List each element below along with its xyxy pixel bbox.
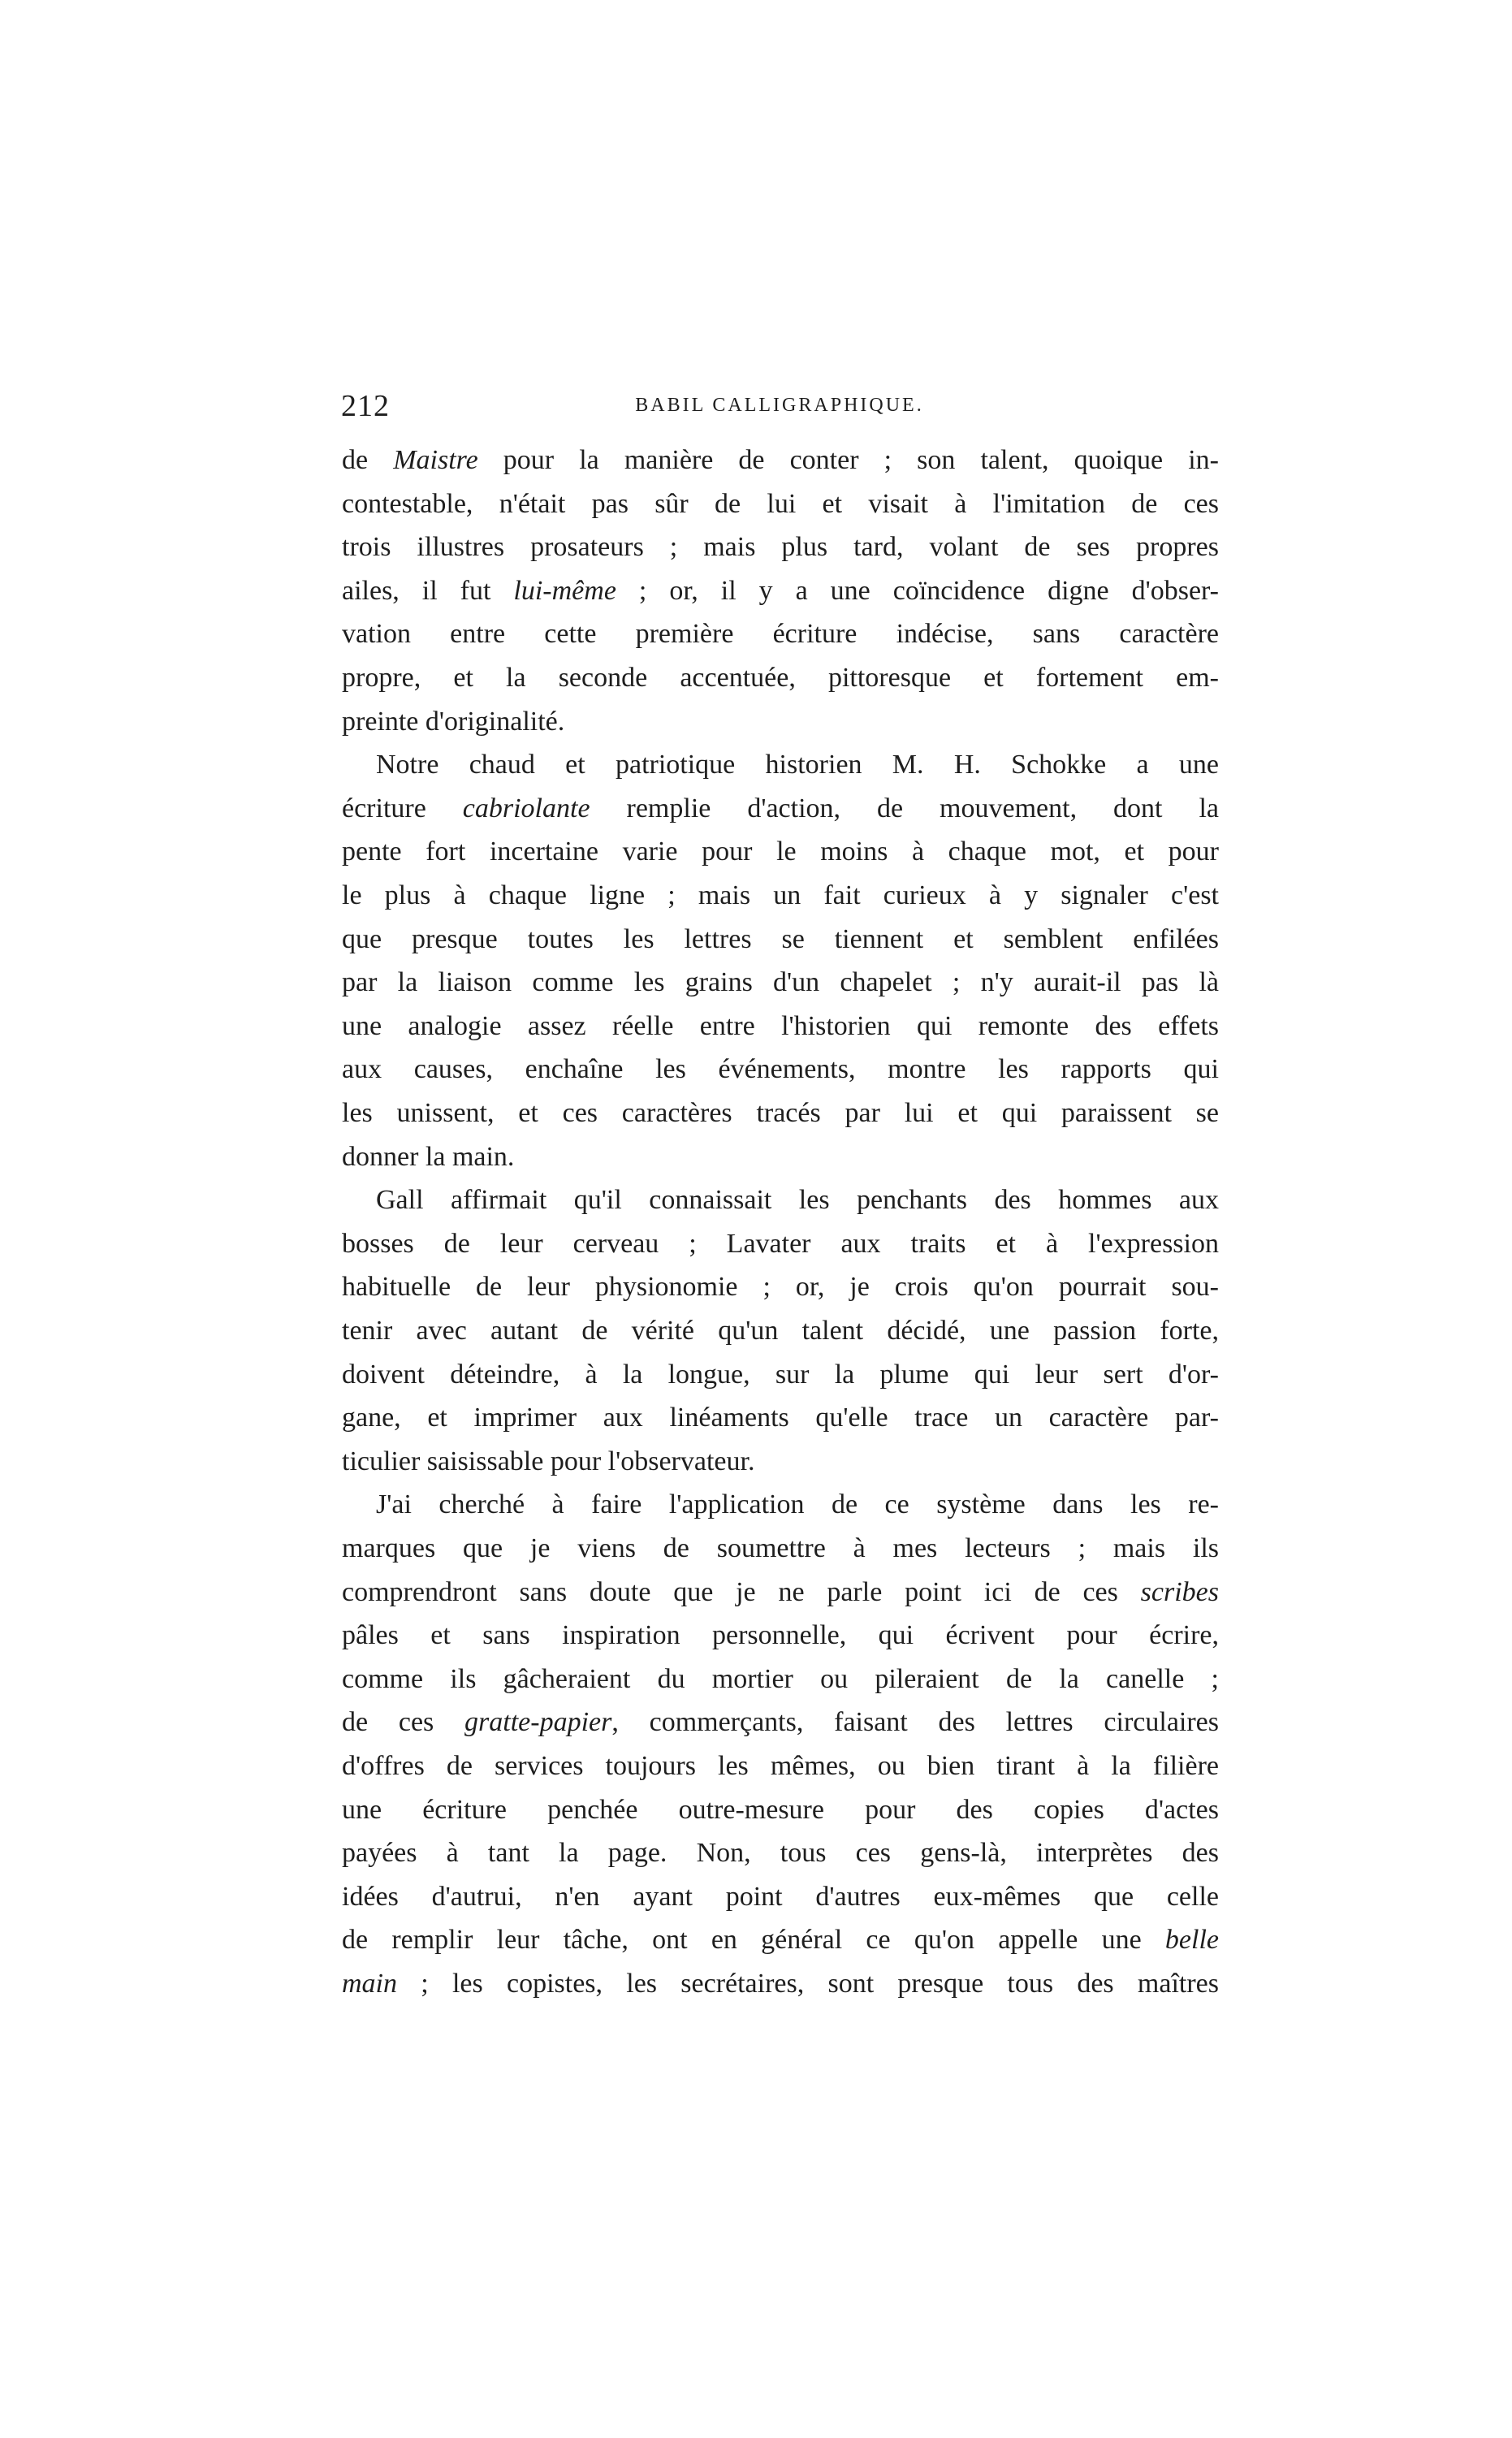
text-segment: marques que je viens de soumettre à mes lecteurs ; mais ils	[342, 1533, 1219, 1563]
text-segment: de remplir leur tâche, ont en général ce qu'on appelle une	[342, 1925, 1165, 1956]
text-segment: Gall affirmait qu'il connaissait les penchants des hommes aux	[376, 1185, 1219, 1216]
text-segment: une écriture penchée outre-mesure pour des copies d'actes	[342, 1794, 1219, 1825]
text-segment: Notre chaud et patriotique historien M. H. Schokke a une	[376, 750, 1219, 780]
text-line	[342, 1962, 1219, 2006]
italic-text: lui-même	[513, 575, 616, 606]
text-line	[342, 1353, 1219, 1397]
text-segment: contestable, n'était pas sûr de lui et visait à l'imitation de ces	[342, 488, 1219, 519]
text-segment: propre, et la seconde accentuée, pittoresque et fortement em-	[342, 663, 1219, 693]
text-line	[342, 1831, 1219, 1875]
text-line	[342, 1744, 1219, 1788]
text-line	[342, 1309, 1219, 1353]
text-segment: donner la main.	[342, 1141, 515, 1172]
text-segment: tenir avec autant de vérité qu'un talent décidé, une passion forte,	[342, 1316, 1219, 1346]
text-line	[342, 961, 1219, 1005]
text-segment: idées d'autrui, n'en ayant point d'autres eux-mêmes que celle	[342, 1881, 1219, 1912]
text-segment: ticulier saisissable pour l'observateur.	[342, 1446, 755, 1476]
text-segment: les unissent, et ces caractères tracés par lui et qui paraissent se	[342, 1098, 1219, 1128]
text-segment: de	[342, 445, 394, 475]
italic-text: main	[342, 1969, 397, 1999]
italic-text: Maistre	[393, 445, 478, 475]
text-line	[342, 1440, 1219, 1484]
text-segment: preinte d'originalité.	[342, 706, 565, 737]
text-line	[342, 439, 1219, 482]
text-line	[342, 569, 1219, 613]
text-line	[342, 1658, 1219, 1701]
text-segment: bosses de leur cerveau ; Lavater aux traits et à l'expression	[342, 1228, 1219, 1259]
text-line	[376, 743, 1219, 787]
text-line	[342, 1527, 1219, 1571]
text-line	[342, 656, 1219, 700]
text-line	[342, 612, 1219, 656]
text-segment: ailes, il fut	[342, 575, 514, 606]
text-line	[342, 1005, 1219, 1048]
text-segment: que presque toutes les lettres se tiennent et semblent enfilées	[342, 923, 1219, 954]
text-line	[342, 918, 1219, 962]
text-segment: pente fort incertaine varie pour le moins à chaque mot, et pour	[342, 836, 1219, 867]
text-segment: ; les copistes, les secrétaires, sont presque tous des maîtres	[397, 1969, 1219, 1999]
text-line	[342, 1875, 1219, 1919]
text-line	[342, 1396, 1219, 1440]
text-segment: gane, et imprimer aux linéaments qu'elle trace un caractère par-	[342, 1403, 1219, 1433]
text-line	[376, 1178, 1219, 1222]
italic-text: scribes	[1140, 1576, 1219, 1607]
text-segment: écriture	[342, 793, 463, 823]
text-segment: doivent déteindre, à la longue, sur la plume qui leur sert d'or-	[342, 1359, 1219, 1390]
text-line	[342, 1265, 1219, 1309]
text-line	[376, 1483, 1219, 1527]
text-segment: vation entre cette première écriture indécise, sans caractère	[342, 619, 1219, 650]
running-head: BABIL CALLIGRAPHIQUE.	[635, 395, 924, 416]
text-line	[342, 1571, 1219, 1615]
page-number: 212	[341, 389, 390, 423]
text-segment: par la liaison comme les grains d'un chapelet ; n'y aurait-il pas là	[342, 967, 1219, 998]
text-line	[342, 830, 1219, 874]
text-segment: comme ils gâcheraient du mortier ou pileraient de la canelle ;	[342, 1663, 1219, 1694]
text-line	[342, 482, 1219, 526]
text-segment: le plus à chaque ligne ; mais un fait curieux à y signaler c'est	[342, 880, 1219, 910]
text-line	[342, 1135, 1219, 1179]
text-segment: ; or, il y a une coïncidence digne d'obser-	[616, 575, 1219, 606]
text-segment: comprendront sans doute que je ne parle point ici de ces	[342, 1576, 1141, 1607]
italic-text: cabriolante	[462, 793, 590, 823]
italic-text: gratte-papier	[464, 1707, 612, 1738]
text-line	[342, 787, 1219, 831]
text-line	[342, 1701, 1219, 1744]
text-segment: payées à tant la page. Non, tous ces gens-là, interprètes des	[342, 1838, 1219, 1869]
text-line	[342, 700, 1219, 744]
text-line	[342, 1918, 1219, 1962]
text-segment: J'ai cherché à faire l'application de ce système dans les re-	[376, 1489, 1219, 1520]
text-segment: aux causes, enchaîne les événements, montre les rapports qui	[342, 1054, 1219, 1085]
text-line	[342, 1788, 1219, 1832]
text-segment: une analogie assez réelle entre l'historien qui remonte des effets	[342, 1010, 1219, 1041]
text-line	[342, 1222, 1219, 1266]
text-segment: de ces	[342, 1707, 465, 1738]
text-segment: pour la manière de conter ; son talent, quoique in-	[477, 445, 1219, 475]
text-segment: , commerçants, faisant des lettres circulaires	[611, 1707, 1219, 1738]
text-line	[342, 1614, 1219, 1658]
text-line	[342, 1048, 1219, 1091]
text-segment: pâles et sans inspiration personnelle, qui écrivent pour écrire,	[342, 1620, 1219, 1651]
text-segment: d'offres de services toujours les mêmes, ou bien tirant à la filière	[342, 1751, 1219, 1781]
italic-text: belle	[1164, 1925, 1219, 1956]
text-line	[342, 1091, 1219, 1135]
text-line	[342, 525, 1219, 569]
text-segment: habituelle de leur physionomie ; or, je crois qu'on pourrait sou-	[342, 1272, 1219, 1303]
text-line	[342, 874, 1219, 918]
text-segment: remplie d'action, de mouvement, dont la	[590, 793, 1219, 823]
text-segment: trois illustres prosateurs ; mais plus tard, volant de ses propres	[342, 532, 1219, 563]
